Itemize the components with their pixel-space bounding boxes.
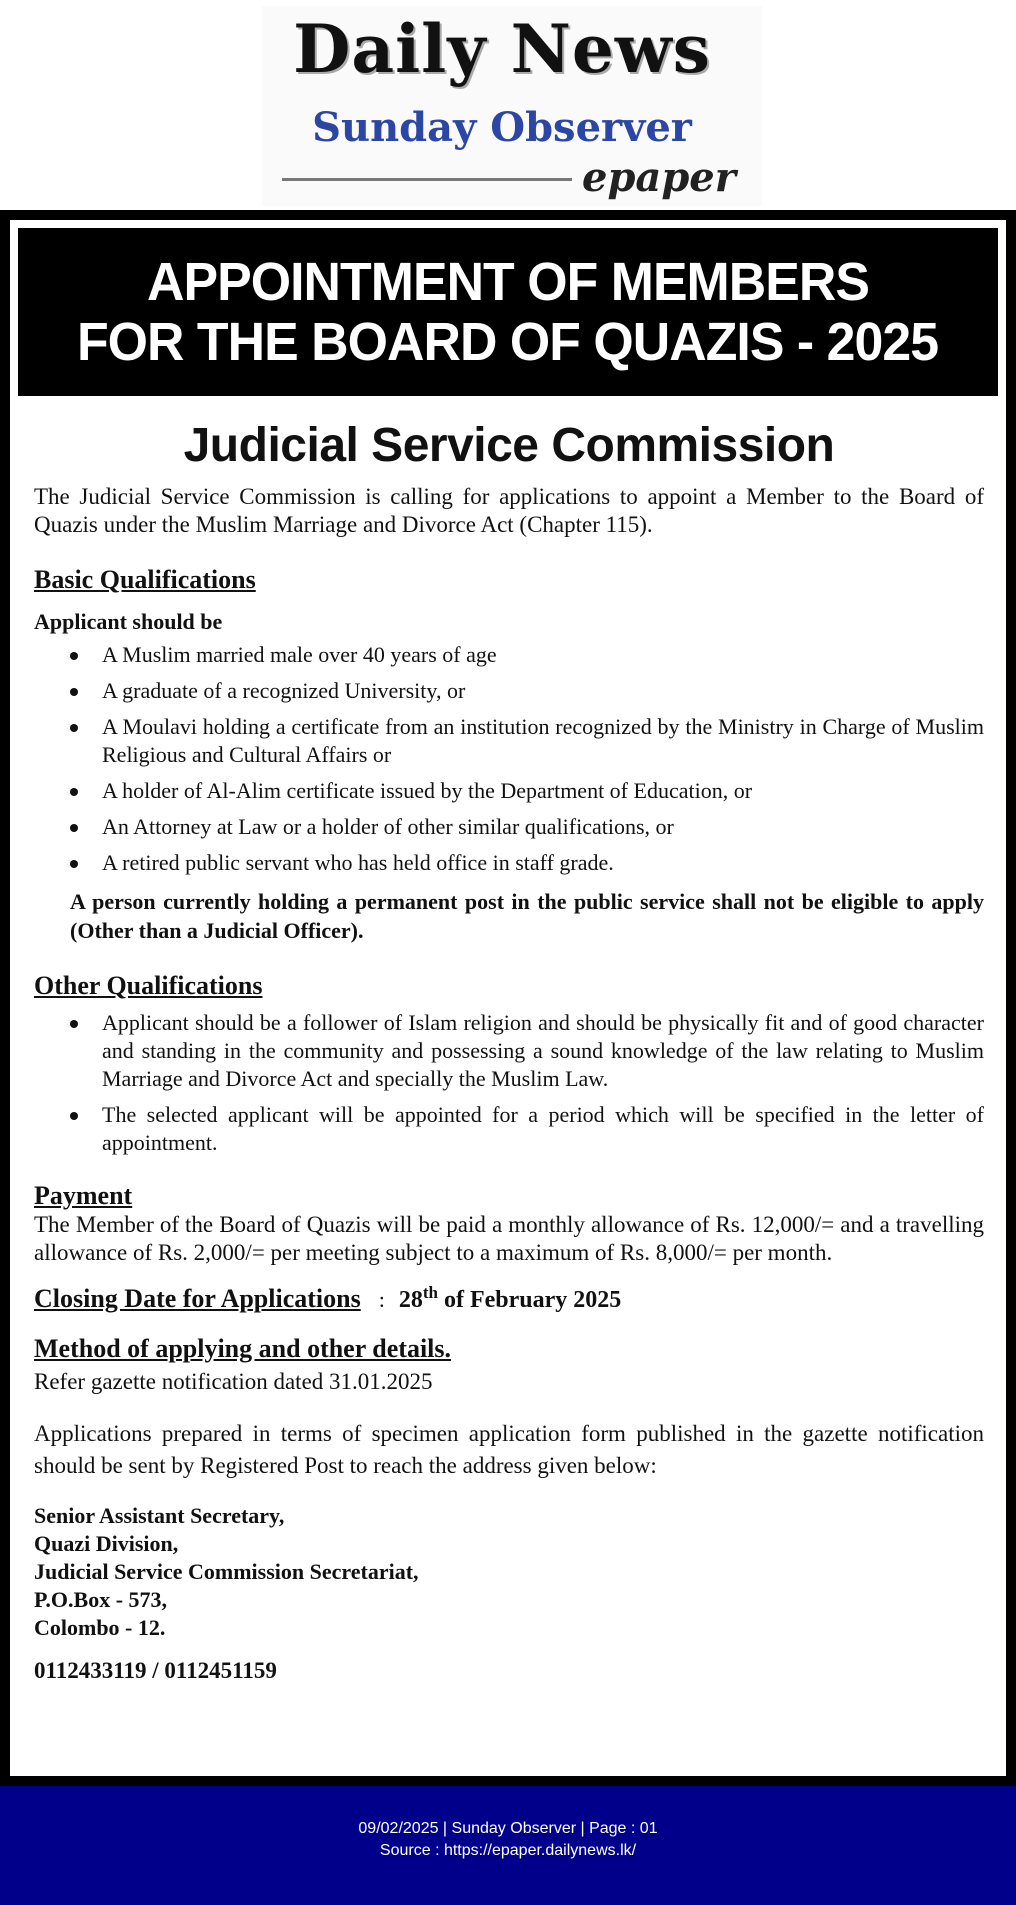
contact-phone-numbers: 0112433119 / 0112451159 [34, 1658, 277, 1683]
closing-date-separator: : [378, 1287, 385, 1312]
closing-date-label: Closing Date for Applications [34, 1284, 361, 1313]
eligibility-note: A person currently holding a permanent post in the public service shall not be eligible to apply (Other than a Judicial Officer). [70, 889, 984, 943]
logo-epaper: epaper [582, 154, 736, 201]
list-item: A retired public servant who has held office in staff grade. [70, 849, 984, 877]
address-line: Quazi Division, [34, 1531, 179, 1556]
closing-month-year: of February 2025 [437, 1287, 622, 1313]
address-line: Judicial Service Commission Secretariat, [34, 1559, 419, 1584]
advertisement-body [10, 220, 1006, 1776]
bullet-icon [70, 860, 78, 868]
list-item: A Muslim married male over 40 years of age [70, 641, 984, 669]
logo-divider [282, 178, 572, 181]
list-item: A graduate of a recognized University, or [70, 677, 984, 705]
bullet-icon [70, 724, 78, 732]
closing-date-row [34, 1283, 984, 1314]
list-item: An Attorney at Law or a holder of other similar qualifications, or [70, 813, 984, 841]
intro-paragraph: The Judicial Service Commission is calling for applications to appoint a Member to the Board of Quazis under the Muslim Marriage and Divorce Act (Chapter 115). [34, 484, 984, 537]
bullet-icon [70, 688, 78, 696]
list-item: Applicant should be a follower of Islam religion and should be physically fit and of good character and standing in the community and possessing a sound knowledge of the law relating to Muslim Marriage and Divorce Act and specially the Muslim Law. [70, 1009, 984, 1093]
basic-qualifications-heading: Basic Qualifications [34, 565, 256, 594]
logo-daily-news: Daily News [293, 10, 711, 88]
closing-day-suffix: th [422, 1283, 438, 1302]
page-footer [0, 1786, 1016, 1905]
logo-sunday-observer: Sunday Observer [312, 104, 692, 151]
other-qualifications-list [34, 1009, 984, 1157]
other-qualifications-heading: Other Qualifications [34, 971, 263, 1000]
list-item: A holder of Al-Alim certificate issued by the Department of Education, or [70, 777, 984, 805]
payment-paragraph: The Member of the Board of Quazis will be paid a monthly allowance of Rs. 12,000/= and a travelling allowance of Rs. 2,000/= per meeting subject to a maximum of Rs. 8,000/= per month. [34, 1212, 984, 1265]
postal-address [34, 1502, 984, 1642]
method-heading: Method of applying and other details. [34, 1334, 452, 1363]
address-line: Senior Assistant Secretary, [34, 1503, 285, 1528]
gazette-reference: Refer gazette notification dated 31.01.2025 [34, 1369, 433, 1394]
list-item: A Moulavi holding a certificate from an institution recognized by the Ministry in Charge of Muslim Religious and Cultural Affairs or [70, 713, 984, 769]
list-item: The selected applicant will be appointed for a period which will be specified in the letter of appointment. [70, 1101, 984, 1157]
footer-publication-info: 09/02/2025 | Sunday Observer | Page : 01 [358, 1820, 658, 1837]
payment-heading: Payment [34, 1181, 133, 1210]
notice-content [34, 418, 984, 1684]
title-banner [18, 228, 998, 396]
bullet-icon [70, 652, 78, 660]
bullet-icon [70, 1112, 78, 1120]
bullet-icon [70, 824, 78, 832]
bullet-icon [70, 1020, 78, 1028]
banner-title-line-2: FOR THE BOARD OF QUAZIS - 2025 [77, 312, 939, 372]
closing-date-value [399, 1283, 621, 1314]
address-line: Colombo - 12. [34, 1615, 166, 1640]
basic-qualifications-list [34, 641, 984, 877]
applicant-should-be-label: Applicant should be [34, 609, 223, 634]
closing-day: 28 [398, 1287, 423, 1313]
address-line: P.O.Box - 573, [34, 1587, 168, 1612]
newspaper-logo [262, 6, 762, 206]
masthead [0, 0, 1016, 210]
application-instructions: Applications prepared in terms of specimen application form published in the gazette notification should be sent by Registered Post to reach the address given below: [34, 1421, 984, 1478]
banner-title-line-1: APPOINTMENT OF MEMBERS [147, 252, 869, 312]
advertisement-frame [0, 210, 1016, 1786]
footer-source-link[interactable]: Source : https://epaper.dailynews.lk/ [379, 1842, 637, 1859]
organization-title: Judicial Service Commission [183, 419, 835, 472]
bullet-icon [70, 788, 78, 796]
